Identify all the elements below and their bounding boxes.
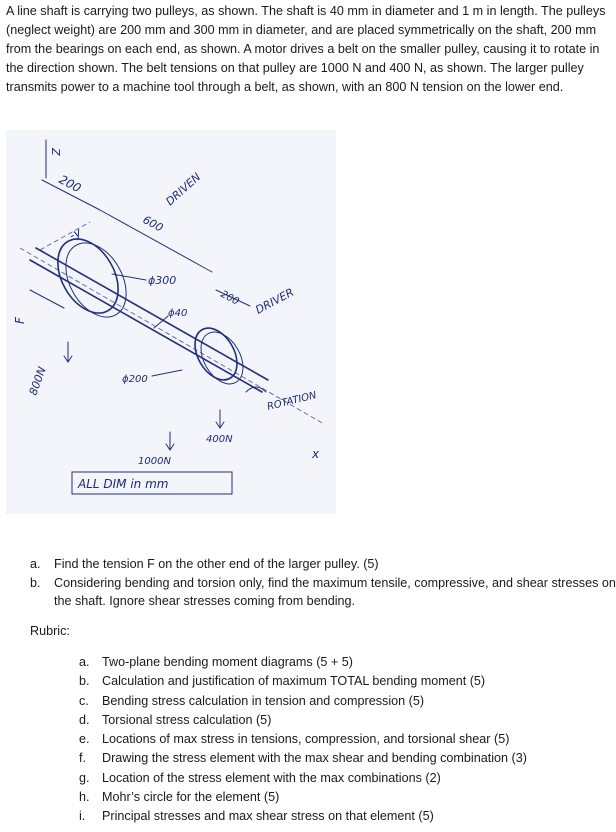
rubric-item bbox=[0, 788, 616, 807]
question-marker: a. bbox=[30, 557, 41, 571]
shaft-top-edge bbox=[36, 248, 268, 380]
phi200-leader bbox=[152, 370, 182, 376]
shaft-sketch bbox=[6, 130, 336, 514]
question-text: Find the tension F on the other end of the larger pulley. (5) bbox=[54, 557, 379, 571]
rubric-marker: a. bbox=[79, 655, 90, 669]
rubric-marker: g. bbox=[79, 770, 90, 785]
force-f-line bbox=[30, 290, 64, 308]
dim-200-top-label: 200 bbox=[56, 172, 84, 196]
rubric-list bbox=[0, 653, 616, 827]
rubric-item bbox=[0, 692, 616, 711]
rubric-item bbox=[0, 672, 616, 691]
rubric-marker: e. bbox=[79, 732, 90, 747]
rubric-item bbox=[0, 769, 616, 788]
rubric-text: Bending stress calculation in tension and compression (5) bbox=[102, 693, 425, 708]
rubric-item bbox=[0, 749, 616, 768]
rubric-marker: i. bbox=[79, 809, 86, 824]
question-list bbox=[0, 555, 616, 611]
dim-200-right-label: 200 bbox=[218, 288, 241, 308]
rubric-item bbox=[0, 711, 616, 730]
rotation-label: ROTATION bbox=[266, 390, 318, 413]
question-text: Considering bending and torsion only, find the maximum tensile, compressive, and shear stresses on the shaft. Ignore shear stresses coming from bending. bbox=[54, 576, 616, 608]
rubric-text: Two-plane bending moment diagrams (5 + 5) bbox=[102, 655, 353, 669]
dim-600-label: 600 bbox=[140, 213, 166, 235]
phi40-label: ϕ40 bbox=[168, 308, 188, 319]
shaft-pulley-figure bbox=[6, 130, 336, 514]
rubric-item bbox=[0, 807, 616, 826]
problem-statement: A line shaft is carrying two pulleys, as shown. The shaft is 40 mm in diameter and 1 m in length. The pulleys (neglect weight) are 200 mm and 300 mm in diameter, and are placed symmetrically on the shaft, 200 mm from the bearings on each end, as shown. A motor drives a belt on the smaller pulley, causing it to rotate in the direction shown. The belt tensions on that pulley are 1000 N and 400 N, as shown. The larger pulley transmits power to a machine tool through a belt, as shown, with an 800 N tension on the lower end. bbox=[6, 4, 606, 94]
rubric-item bbox=[0, 653, 616, 672]
rubric-marker: h. bbox=[79, 790, 90, 805]
rubric-text: Drawing the stress element with the max shear and bending combination (3) bbox=[102, 751, 527, 766]
rubric-marker: d. bbox=[79, 712, 90, 727]
driver-label: DRIVER bbox=[253, 285, 297, 317]
rubric-text: Torsional stress calculation (5) bbox=[102, 712, 272, 727]
driven-label: DRIVEN bbox=[163, 170, 204, 209]
rubric-title: Rubric: bbox=[30, 624, 70, 638]
rubric-text: Location of the stress element with the max combinations (2) bbox=[102, 770, 441, 785]
force-f-label: F bbox=[13, 317, 27, 324]
z-axis-label: Z bbox=[49, 148, 62, 156]
rubric-marker: c. bbox=[79, 693, 89, 708]
units-label: ALL DIM in mm bbox=[78, 477, 169, 491]
phi200-label: ϕ200 bbox=[122, 374, 148, 385]
rubric-item bbox=[0, 730, 616, 749]
rubric-marker: b. bbox=[79, 674, 90, 689]
force-400-label: 400N bbox=[206, 434, 233, 445]
neg-y-label: -y bbox=[66, 224, 84, 243]
question-item-b bbox=[0, 574, 616, 610]
rubric-text: Mohr’s circle for the element (5) bbox=[102, 790, 280, 805]
rubric-text: Calculation and justification of maximum TOTAL bending moment (5) bbox=[102, 674, 486, 689]
force-800-label: 800N bbox=[26, 365, 49, 398]
phi300-label: ϕ300 bbox=[148, 274, 177, 287]
rubric-marker: f. bbox=[79, 751, 86, 766]
x-axis-label: x bbox=[312, 447, 320, 461]
force-1000-label: 1000N bbox=[138, 456, 171, 467]
question-marker: b. bbox=[30, 576, 41, 590]
rubric-text: Locations of max stress in tensions, compression, and torsional shear (5) bbox=[102, 732, 510, 747]
rubric-text: Principal stresses and max shear stress on that element (5) bbox=[102, 809, 434, 824]
question-item-a bbox=[0, 555, 616, 573]
